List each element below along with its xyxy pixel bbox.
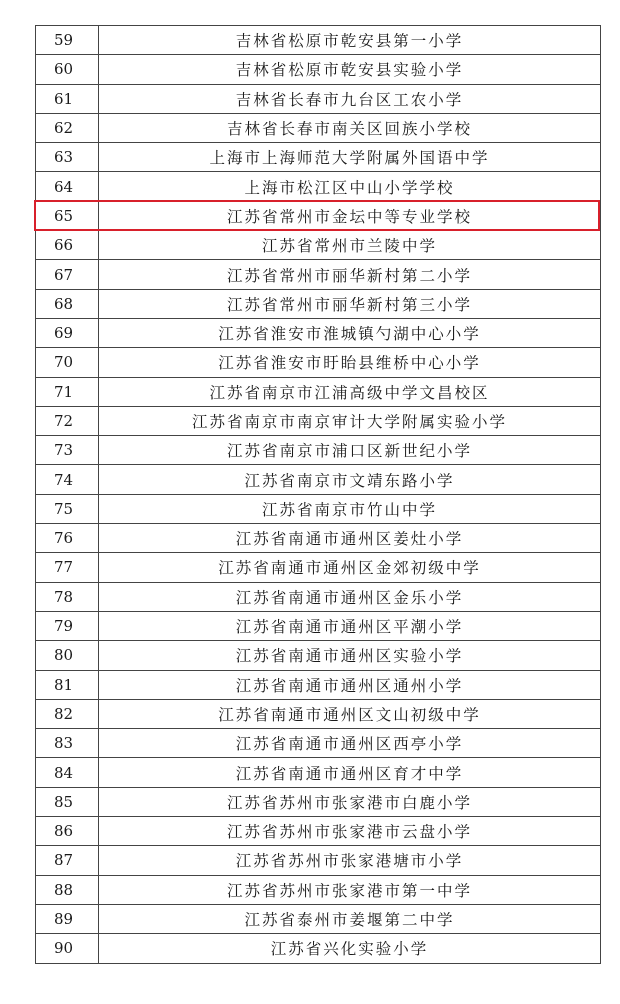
school-name: 江苏省南通市通州区金郊初级中学 bbox=[99, 553, 601, 582]
row-number: 78 bbox=[36, 582, 99, 611]
school-name: 江苏省苏州市张家港市第一中学 bbox=[99, 875, 601, 904]
table-row bbox=[36, 934, 601, 963]
row-number: 85 bbox=[36, 787, 99, 816]
school-name: 江苏省南京市文靖东路小学 bbox=[99, 465, 601, 494]
table-row bbox=[36, 55, 601, 84]
table-row bbox=[36, 201, 601, 230]
school-name: 江苏省兴化实验小学 bbox=[99, 934, 601, 963]
school-name: 吉林省松原市乾安县第一小学 bbox=[99, 26, 601, 55]
row-number: 86 bbox=[36, 817, 99, 846]
table-row bbox=[36, 318, 601, 347]
school-list-table-wrapper bbox=[35, 25, 601, 964]
row-number: 80 bbox=[36, 641, 99, 670]
row-number: 63 bbox=[36, 143, 99, 172]
row-number: 69 bbox=[36, 318, 99, 347]
table-row bbox=[36, 524, 601, 553]
table-row bbox=[36, 641, 601, 670]
school-name: 江苏省南通市通州区西亭小学 bbox=[99, 729, 601, 758]
row-number: 82 bbox=[36, 699, 99, 728]
table-row bbox=[36, 406, 601, 435]
row-number: 61 bbox=[36, 84, 99, 113]
row-number: 90 bbox=[36, 934, 99, 963]
table-row bbox=[36, 465, 601, 494]
school-name: 江苏省南通市通州区平潮小学 bbox=[99, 611, 601, 640]
school-name: 江苏省苏州市张家港市白鹿小学 bbox=[99, 787, 601, 816]
table-row bbox=[36, 729, 601, 758]
row-number: 87 bbox=[36, 846, 99, 875]
school-name: 江苏省南通市通州区育才中学 bbox=[99, 758, 601, 787]
school-name: 江苏省淮安市淮城镇勺湖中心小学 bbox=[99, 318, 601, 347]
row-number: 81 bbox=[36, 670, 99, 699]
row-number: 79 bbox=[36, 611, 99, 640]
school-name: 江苏省南京市竹山中学 bbox=[99, 494, 601, 523]
school-name: 吉林省长春市九台区工农小学 bbox=[99, 84, 601, 113]
school-name: 江苏省淮安市盱眙县维桥中心小学 bbox=[99, 348, 601, 377]
school-name: 江苏省南通市通州区文山初级中学 bbox=[99, 699, 601, 728]
row-number: 84 bbox=[36, 758, 99, 787]
school-name: 上海市松江区中山小学学校 bbox=[99, 172, 601, 201]
table-row bbox=[36, 787, 601, 816]
row-number: 68 bbox=[36, 289, 99, 318]
school-name: 江苏省常州市丽华新村第三小学 bbox=[99, 289, 601, 318]
school-name: 江苏省南通市通州区实验小学 bbox=[99, 641, 601, 670]
school-name: 江苏省南京市南京审计大学附属实验小学 bbox=[99, 406, 601, 435]
school-name: 江苏省常州市金坛中等专业学校 bbox=[99, 201, 601, 230]
school-name: 江苏省泰州市姜堰第二中学 bbox=[99, 904, 601, 933]
row-number: 88 bbox=[36, 875, 99, 904]
row-number: 76 bbox=[36, 524, 99, 553]
table-row bbox=[36, 377, 601, 406]
school-name: 江苏省常州市兰陵中学 bbox=[99, 231, 601, 260]
table-row bbox=[36, 494, 601, 523]
table-row bbox=[36, 875, 601, 904]
table-row bbox=[36, 553, 601, 582]
school-name: 江苏省南通市通州区姜灶小学 bbox=[99, 524, 601, 553]
row-number: 59 bbox=[36, 26, 99, 55]
school-name: 江苏省南京市江浦高级中学文昌校区 bbox=[99, 377, 601, 406]
row-number: 66 bbox=[36, 231, 99, 260]
school-name: 江苏省苏州市张家港塘市小学 bbox=[99, 846, 601, 875]
row-number: 73 bbox=[36, 436, 99, 465]
row-number: 60 bbox=[36, 55, 99, 84]
row-number: 64 bbox=[36, 172, 99, 201]
table-row bbox=[36, 670, 601, 699]
school-name: 江苏省南通市通州区通州小学 bbox=[99, 670, 601, 699]
table-row bbox=[36, 582, 601, 611]
table-row bbox=[36, 143, 601, 172]
row-number: 65 bbox=[36, 201, 99, 230]
table-row bbox=[36, 846, 601, 875]
table-row bbox=[36, 260, 601, 289]
row-number: 74 bbox=[36, 465, 99, 494]
table-row bbox=[36, 436, 601, 465]
school-list-table bbox=[35, 25, 601, 964]
table-row bbox=[36, 817, 601, 846]
school-name: 江苏省苏州市张家港市云盘小学 bbox=[99, 817, 601, 846]
table-row bbox=[36, 172, 601, 201]
table-row bbox=[36, 84, 601, 113]
row-number: 71 bbox=[36, 377, 99, 406]
row-number: 83 bbox=[36, 729, 99, 758]
row-number: 70 bbox=[36, 348, 99, 377]
school-name: 江苏省南京市浦口区新世纪小学 bbox=[99, 436, 601, 465]
table-row bbox=[36, 699, 601, 728]
school-name: 江苏省南通市通州区金乐小学 bbox=[99, 582, 601, 611]
row-number: 77 bbox=[36, 553, 99, 582]
table-row bbox=[36, 611, 601, 640]
row-number: 67 bbox=[36, 260, 99, 289]
row-number: 62 bbox=[36, 113, 99, 142]
table-row bbox=[36, 231, 601, 260]
table-row bbox=[36, 904, 601, 933]
table-row bbox=[36, 289, 601, 318]
school-name: 江苏省常州市丽华新村第二小学 bbox=[99, 260, 601, 289]
row-number: 89 bbox=[36, 904, 99, 933]
table-row bbox=[36, 113, 601, 142]
table-row bbox=[36, 348, 601, 377]
school-list-body bbox=[36, 26, 601, 964]
school-name: 上海市上海师范大学附属外国语中学 bbox=[99, 143, 601, 172]
table-row bbox=[36, 758, 601, 787]
school-name: 吉林省松原市乾安县实验小学 bbox=[99, 55, 601, 84]
row-number: 75 bbox=[36, 494, 99, 523]
row-number: 72 bbox=[36, 406, 99, 435]
table-row bbox=[36, 26, 601, 55]
school-name: 吉林省长春市南关区回族小学校 bbox=[99, 113, 601, 142]
